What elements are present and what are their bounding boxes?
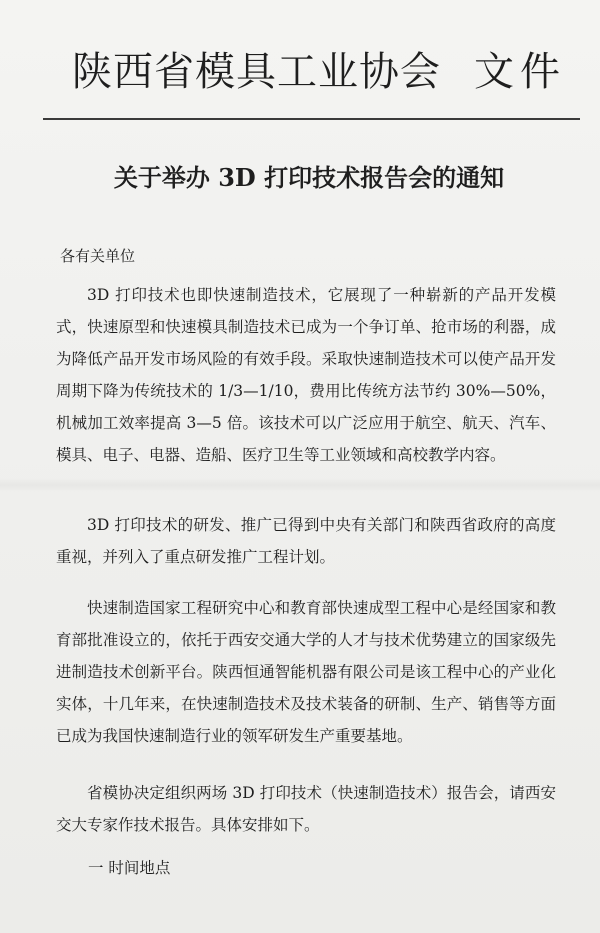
paper-fold xyxy=(0,478,600,492)
document-label: 文件 xyxy=(474,49,566,95)
organization-name: 陕西省模具工业协会 xyxy=(72,49,441,95)
notice-title: 关于举办 3D 打印技术报告会的通知 xyxy=(113,163,505,192)
paragraph-4: 省模协决定组织两场 3D 打印技术（快速制造技术）报告会，请西安交大专家作技术报告。具体安排如下。 xyxy=(56,784,556,834)
paragraph-1: 3D 打印技术也即快速制造技术，它展现了一种崭新的产品开发模式，快速原型和快速模具制造技术已成为一个争订单、抢市场的利器，成为降低产品开发市场风险的有效手段。采取快速制造技术可以使产品开发周期下降为传统技术的 1/3—1/10，费用比传统方法节约 30%—50%，机械加工效率提高 3—5 倍。该技术可以广泛应用于航空、航天、汽车、模具、电子、电器、造船、医疗卫生等工业领域和高校教学内容。 xyxy=(56,286,556,464)
section-heading: 一 时间地点 xyxy=(88,859,171,877)
paragraph-2: 3D 打印技术的研发、推广已得到中央有关部门和陕西省政府的高度重视，并列入了重点研发推广工程计划。 xyxy=(56,516,556,566)
salutation: 各有关单位 xyxy=(60,247,136,265)
letterhead-divider xyxy=(43,118,580,120)
paragraph-3: 快速制造国家工程研究中心和教育部快速成型工程中心是经国家和教育部批准设立的，依托于西安交通大学的人才与技术优势建立的国家级先进制造技术创新平台。陕西恒通智能机器有限公司是该工程中心的产业化实体，十几年来，在快速制造技术及技术装备的研制、生产、销售等方面已成为我国快速制造行业的领军研发生产重要基地。 xyxy=(56,599,556,745)
letterhead xyxy=(72,44,572,100)
